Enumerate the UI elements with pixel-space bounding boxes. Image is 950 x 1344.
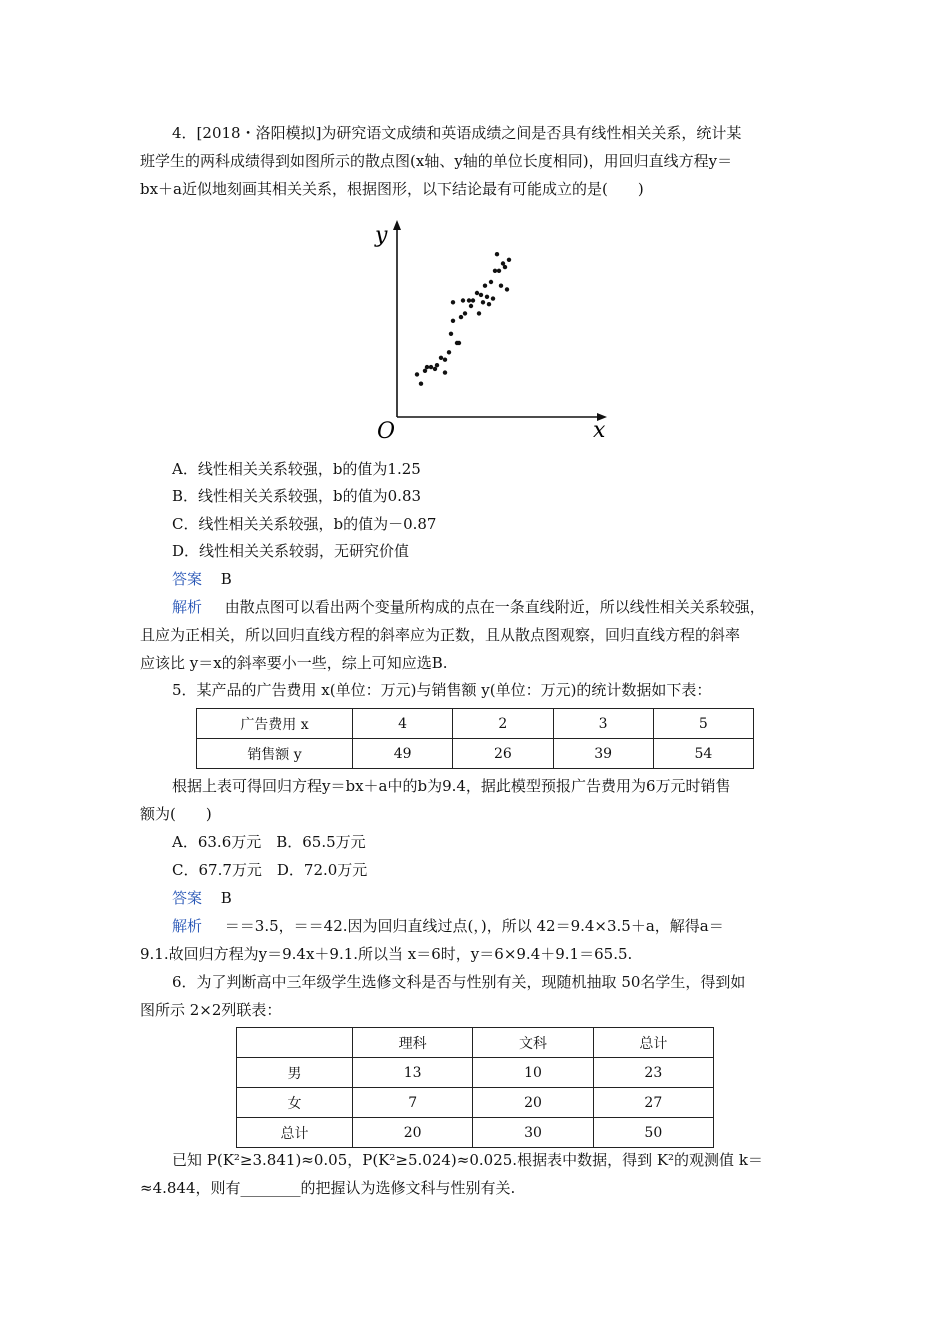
scatter-point — [475, 291, 479, 295]
q5-stem: 5．某产品的广告费用 x(单位：万元)与销售额 y(单位：万元)的统计数据如下表： — [172, 681, 712, 699]
table-cell: 54 — [653, 739, 753, 769]
table-cell: 女 — [237, 1088, 353, 1118]
q4-answer-value: B — [220, 570, 232, 588]
q5-table — [196, 708, 754, 769]
q4-stem-line1: 4．[2018・洛阳模拟]为研究语文成绩和英语成绩之间是否具有线性相关关系，统计某 — [172, 124, 742, 142]
q5-options-row1: A．63.6万元 B．65.5万元 — [172, 833, 366, 851]
table-cell: 30 — [473, 1118, 593, 1148]
scatter-point — [423, 369, 427, 373]
table-cell: 文科 — [473, 1028, 593, 1058]
q5-answer-label: 答案 — [172, 889, 203, 907]
table-cell: 20 — [473, 1088, 593, 1118]
table-cell: 23 — [593, 1058, 713, 1088]
scatter-point — [457, 341, 461, 345]
scatter-point — [469, 304, 473, 308]
q5-line3: 额为( ) — [140, 805, 212, 823]
table-cell: 26 — [453, 739, 553, 769]
q5-analysis-label: 解析 — [172, 917, 203, 935]
q4-analysis-label: 解析 — [172, 598, 203, 616]
table-cell: 总计 — [237, 1118, 353, 1148]
scatter-point — [479, 293, 483, 297]
table-cell: 13 — [353, 1058, 473, 1088]
q6-stem-line1: 6．为了判断高中三年级学生选修文科是否与性别有关，现随机抽取 50名学生，得到如 — [172, 973, 746, 991]
scatter-point — [467, 298, 471, 302]
q4-option-d: D．线性相关关系较弱，无研究价值 — [172, 542, 410, 560]
q4-stem-line2: 班学生的两科成绩得到如图所示的散点图(x轴、y轴的单位长度相同)，用回归直线方程y＝ — [140, 152, 733, 170]
scatter-point — [499, 284, 503, 288]
scatter-point — [463, 311, 467, 315]
scatter-point — [443, 370, 447, 374]
table-cell: 49 — [353, 739, 453, 769]
q4-answer-label: 答案 — [172, 570, 203, 588]
table-cell: 销售额 y — [197, 739, 353, 769]
q4-analysis-row — [172, 597, 765, 617]
scatter-point — [443, 358, 447, 362]
table-cell: 10 — [473, 1058, 593, 1088]
scatter-point — [429, 365, 433, 369]
q5-answer-row — [172, 888, 232, 908]
scatter-point — [503, 265, 507, 269]
q4-option-a: A．线性相关关系较强，b的值为1.25 — [172, 460, 421, 478]
table-cell: 2 — [453, 709, 553, 739]
scatter-point — [497, 269, 501, 273]
table-cell: 27 — [593, 1088, 713, 1118]
q4-stem-line3: bx＋a近似地刻画其相关关系，根据图形，以下结论最有可能成立的是( ) — [140, 180, 644, 198]
q6-table — [236, 1027, 714, 1148]
scatter-point — [447, 350, 451, 354]
table-cell: 广告费用 x — [197, 709, 353, 739]
table-row — [237, 1028, 714, 1058]
q4-analysis-line1: 由散点图可以看出两个变量所构成的点在一条直线附近，所以线性相关关系较强， — [224, 598, 765, 616]
q5-analysis-line2: 9.1.故回归方程为y＝9.4x＋9.1.所以当 x＝6时，y＝6×9.4＋9.1＝65.5. — [140, 945, 633, 963]
scatter-point — [471, 298, 475, 302]
table-cell: 5 — [653, 709, 753, 739]
table-row — [237, 1058, 714, 1088]
scatter-point — [485, 295, 489, 299]
scatter-point — [483, 284, 487, 288]
table-cell: 理科 — [353, 1028, 473, 1058]
y-axis-label: y — [375, 223, 388, 248]
scatter-point — [451, 319, 455, 323]
q6-line-a: 已知 P(K²≥3.841)≈0.05，P(K²≥5.024)≈0.025.根据表中数据，得到 K²的观测值 k＝ — [172, 1151, 763, 1169]
scatter-point — [425, 365, 429, 369]
table-row — [197, 739, 754, 769]
q4-analysis-line3: 应该比 y＝x的斜率要小一些，综上可知应选B. — [140, 654, 448, 672]
q6-line-b: ≈4.844，则有________的把握认为选修文科与性别有关. — [140, 1179, 516, 1197]
scatter-point — [433, 367, 437, 371]
scatter-point — [459, 315, 463, 319]
scatter-point — [481, 300, 485, 304]
table-row — [197, 709, 754, 739]
scatter-point — [439, 356, 443, 360]
scatter-point — [489, 280, 493, 284]
q5-analysis-row — [172, 916, 724, 936]
table-row — [237, 1088, 714, 1118]
q4-answer-row — [172, 569, 232, 589]
q5-analysis-line1: ＝＝3.5，＝＝42.因为回归直线过点(，)，所以 42＝9.4×3.5＋a，解得a＝ — [224, 917, 724, 935]
x-axis-label: x — [593, 418, 606, 443]
scatter-plot — [355, 212, 615, 444]
q4-option-c: C．线性相关关系较强，b的值为－0.87 — [172, 515, 437, 533]
table-cell: 总计 — [593, 1028, 713, 1058]
scatter-point — [461, 298, 465, 302]
table-cell: 39 — [553, 739, 653, 769]
q5-options-row2: C．67.7万元 D．72.0万元 — [172, 861, 368, 879]
origin-label: O — [377, 419, 396, 444]
scatter-point — [451, 300, 455, 304]
q5-answer-value: B — [220, 889, 232, 907]
q4-option-b: B．线性相关关系较强，b的值为0.83 — [172, 487, 422, 505]
scatter-point — [477, 311, 481, 315]
table-cell: 4 — [353, 709, 453, 739]
table-cell: 3 — [553, 709, 653, 739]
scatter-point — [435, 363, 439, 367]
q5-line2: 根据上表可得回归方程y＝bx＋a中的b为9.4，据此模型预报广告费用为6万元时销售 — [172, 777, 731, 795]
scatter-point — [419, 382, 423, 386]
table-row — [237, 1118, 714, 1148]
table-cell: 20 — [353, 1118, 473, 1148]
scatter-point — [491, 296, 495, 300]
scatter-point — [493, 269, 497, 273]
scatter-point — [495, 252, 499, 256]
table-cell — [237, 1028, 353, 1058]
table-cell: 7 — [353, 1088, 473, 1118]
q4-analysis-line2: 且应为正相关，所以回归直线方程的斜率应为正数，且从散点图观察，回归直线方程的斜率 — [140, 626, 741, 644]
scatter-point — [449, 332, 453, 336]
scatter-point — [505, 287, 509, 291]
table-cell: 男 — [237, 1058, 353, 1088]
scatter-point — [415, 372, 419, 376]
scatter-point — [507, 258, 511, 262]
scatter-point — [487, 302, 491, 306]
q6-stem-line2: 图所示 2×2列联表： — [140, 1001, 282, 1019]
table-cell: 50 — [593, 1118, 713, 1148]
